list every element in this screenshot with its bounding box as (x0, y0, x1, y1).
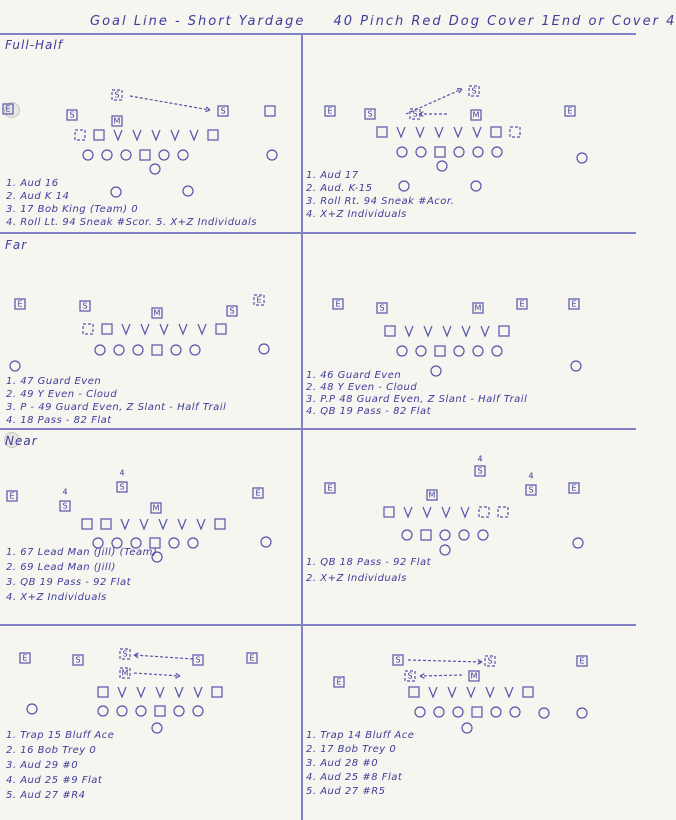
play-note: 3. QB 19 Pass - 92 Flat (6, 577, 132, 588)
offense-circle (193, 706, 203, 716)
defender-label: M (153, 308, 161, 318)
lineman-box (523, 687, 533, 697)
defender-label: E (579, 656, 585, 666)
center-square (140, 150, 150, 160)
defender-label: E (327, 106, 333, 116)
offense-circle (150, 164, 160, 174)
offense-circle (190, 345, 200, 355)
lineman-box (215, 519, 225, 529)
offense-circle (183, 186, 193, 196)
offense-circle (510, 707, 520, 717)
section-label-full-half: Full-Half (5, 38, 63, 52)
four-label: 4 (62, 487, 68, 497)
offense-circle (188, 538, 198, 548)
offense-circle (478, 530, 488, 540)
defender-label: S (69, 110, 75, 120)
motion-arrow (420, 675, 462, 676)
lineman-v (404, 507, 412, 517)
offense-circle (416, 147, 426, 157)
arrow-head (420, 673, 424, 678)
offense-circle (174, 706, 184, 716)
lineman-v (118, 687, 126, 697)
defender-label: S (395, 655, 401, 665)
lineman-v (467, 687, 475, 697)
center-square (472, 707, 482, 717)
defender-label: S (379, 303, 385, 313)
defender-label: S (82, 301, 88, 311)
offense-circle (577, 153, 587, 163)
lineman-box (499, 326, 509, 336)
offense-circle (397, 346, 407, 356)
lineman-v (454, 127, 462, 137)
lineman-v (442, 507, 450, 517)
play-note: 2. 17 Bob Trey 0 (306, 744, 397, 755)
defender-label: S (412, 109, 418, 119)
play-note: 2. X+Z Individuals (306, 573, 407, 584)
offense-circle (573, 538, 583, 548)
offense-circle (121, 150, 131, 160)
play-note: 2. 69 Lead Man (Jill) (6, 562, 116, 573)
lineman-box (216, 324, 226, 334)
offense-circle (571, 361, 581, 371)
offense-circle (95, 345, 105, 355)
lineman-v (424, 326, 432, 336)
lineman-box (510, 127, 520, 137)
lineman-v (121, 519, 129, 529)
defender-label: S (122, 649, 128, 659)
lineman-box (208, 130, 218, 140)
offense-circle (454, 346, 464, 356)
page-title (90, 14, 676, 29)
lineman-box (98, 687, 108, 697)
lineman-v (197, 519, 205, 529)
offense-circle (492, 346, 502, 356)
defender-label: E (571, 299, 577, 309)
play-note: 2. Aud K 14 (6, 191, 70, 202)
lineman-v (443, 326, 451, 336)
lineman-v (397, 127, 405, 137)
lineman-v (175, 687, 183, 697)
center-square (435, 346, 445, 356)
lineman-v (152, 130, 160, 140)
defender-box (265, 106, 275, 116)
offense-circle (111, 187, 121, 197)
defender-label: M (474, 303, 482, 313)
center-square (435, 147, 445, 157)
offense-circle (114, 345, 124, 355)
offense-circle (492, 147, 502, 157)
defender-label: S (477, 466, 483, 476)
defender-label: E (256, 295, 262, 305)
defender-label: E (335, 299, 341, 309)
offense-circle (136, 706, 146, 716)
lineman-v (141, 324, 149, 334)
center-square (152, 345, 162, 355)
offense-circle (453, 707, 463, 717)
defender-label: S (471, 86, 477, 96)
center-square (421, 530, 431, 540)
defender-label: S (195, 655, 201, 665)
title-part-1: Goal Line - Short Yardage (90, 14, 306, 29)
play-note: 1. Trap 14 Bluff Ace (306, 730, 415, 741)
play-note: 4. QB 19 Pass - 82 Flat (306, 406, 432, 417)
offense-circle (133, 345, 143, 355)
lineman-v (179, 324, 187, 334)
play-note: 2. Aud. K-15 (306, 183, 373, 194)
lineman-v (481, 326, 489, 336)
formation-diagram (0, 34, 300, 232)
lineman-v (114, 130, 122, 140)
lineman-box (102, 324, 112, 334)
lineman-v (198, 324, 206, 334)
defender-label: S (487, 656, 493, 666)
play-note: 5. Aud 27 #R4 (6, 790, 86, 801)
offense-circle (491, 707, 501, 717)
defender-label: S (367, 109, 373, 119)
defender-label: E (22, 653, 28, 663)
defender-label: S (229, 306, 235, 316)
defender-label: S (114, 90, 120, 100)
offense-circle (10, 361, 20, 371)
play-note: 1. 46 Guard Even (306, 370, 402, 381)
formation-diagram (302, 429, 636, 624)
offense-circle (462, 723, 472, 733)
lineman-v (486, 687, 494, 697)
defender-label: M (121, 668, 129, 678)
offense-circle (437, 161, 447, 171)
motion-arrow (408, 660, 482, 662)
motion-arrow (130, 96, 210, 110)
offense-circle (98, 706, 108, 716)
lineman-box (101, 519, 111, 529)
lineman-v (405, 326, 413, 336)
play-note: 4. Roll Lt. 94 Sneak #Scor. 5. X+Z Individuals (6, 217, 257, 228)
play-note: 2. 48 Y Even - Cloud (306, 382, 418, 393)
offense-circle (431, 366, 441, 376)
lineman-box (377, 127, 387, 137)
defender-label: M (472, 110, 480, 120)
offense-circle (117, 706, 127, 716)
defender-label: E (5, 104, 11, 114)
play-note: 4. Aud 25 #8 Flat (306, 772, 403, 783)
offense-circle (402, 530, 412, 540)
offense-circle (473, 147, 483, 157)
offense-circle (169, 538, 179, 548)
offense-circle (459, 530, 469, 540)
play-note: 3. P.P 48 Guard Even, Z Slant - Half Trail (306, 394, 528, 405)
offense-circle (440, 545, 450, 555)
play-note: 1. Aud 17 (306, 170, 359, 181)
defender-label: E (249, 653, 255, 663)
play-note: 5. Aud 27 #R5 (306, 786, 386, 797)
lineman-v (416, 127, 424, 137)
offense-circle (267, 150, 277, 160)
defender-label: S (75, 655, 81, 665)
play-note: 3. P - 49 Guard Even, Z Slant - Half Trail (6, 402, 227, 413)
play-note: 4. X+Z Individuals (306, 209, 407, 220)
four-label: 4 (119, 468, 125, 478)
play-note: 1. 47 Guard Even (6, 376, 102, 387)
play-note: 3. Roll Rt. 94 Sneak #Acor. (306, 196, 455, 207)
lineman-v (505, 687, 513, 697)
defender-label: M (428, 490, 436, 500)
play-note: 1. Aud 16 (6, 178, 59, 189)
offense-circle (259, 344, 269, 354)
offense-circle (102, 150, 112, 160)
lineman-v (122, 324, 130, 334)
defender-label: E (9, 491, 15, 501)
lineman-v (159, 519, 167, 529)
lineman-v (137, 687, 145, 697)
four-label: 4 (528, 471, 534, 481)
offense-circle (539, 708, 549, 718)
lineman-v (429, 687, 437, 697)
defender-label: S (62, 501, 68, 511)
play-note: 1. QB 18 Pass - 92 Flat (306, 557, 432, 568)
offense-circle (397, 147, 407, 157)
defender-label: M (470, 671, 478, 681)
defender-label: S (119, 482, 125, 492)
offense-circle (471, 181, 481, 191)
lineman-box (409, 687, 419, 697)
offense-circle (159, 150, 169, 160)
lineman-box (479, 507, 489, 517)
offense-circle (261, 537, 271, 547)
offense-circle (434, 707, 444, 717)
play-note: 2. 49 Y Even - Cloud (6, 389, 118, 400)
defender-label: E (327, 483, 333, 493)
offense-circle (454, 147, 464, 157)
lineman-v (435, 127, 443, 137)
lineman-box (75, 130, 85, 140)
offense-circle (577, 708, 587, 718)
defender-label: M (113, 116, 121, 126)
play-note: 4. 18 Pass - 82 Flat (6, 415, 112, 426)
lineman-box (385, 326, 395, 336)
section-label-far: Far (5, 238, 28, 252)
lineman-v (133, 130, 141, 140)
defender-label: M (152, 503, 160, 513)
play-note: 1. Trap 15 Bluff Ace (6, 730, 115, 741)
motion-arrow (134, 655, 193, 659)
lineman-v (448, 687, 456, 697)
play-note: 3. Aud 29 #0 (6, 760, 79, 771)
lineman-v (178, 519, 186, 529)
section-label-near: Near (5, 434, 38, 448)
play-note: 4. Aud 25 #9 Flat (6, 775, 103, 786)
lineman-v (160, 324, 168, 334)
offense-circle (171, 345, 181, 355)
defender-label: E (336, 677, 342, 687)
play-note: 2. 16 Bob Trey 0 (6, 745, 97, 756)
lineman-v (473, 127, 481, 137)
defender-label: E (571, 483, 577, 493)
defender-label: S (528, 485, 534, 495)
play-note: 4. X+Z Individuals (6, 592, 107, 603)
lineman-v (156, 687, 164, 697)
lineman-box (82, 519, 92, 529)
title-part-2: 40 Pinch Red Dog Cover 1End or Cover 4 (333, 14, 676, 29)
defender-label: S (407, 671, 413, 681)
defender-label: E (17, 299, 23, 309)
defender-label: E (255, 488, 261, 498)
lineman-box (212, 687, 222, 697)
defender-label: E (567, 106, 573, 116)
motion-arrow (134, 673, 180, 676)
defender-label: E (519, 299, 525, 309)
offense-circle (27, 704, 37, 714)
lineman-v (190, 130, 198, 140)
lineman-box (83, 324, 93, 334)
offense-circle (178, 150, 188, 160)
offense-circle (399, 181, 409, 191)
play-note: 1. 67 Lead Man (Jill) (Team) (6, 547, 158, 558)
offense-circle (152, 723, 162, 733)
lineman-v (462, 326, 470, 336)
play-note: 3. Aud 28 #0 (306, 758, 379, 769)
offense-circle (440, 530, 450, 540)
lineman-box (384, 507, 394, 517)
center-square (155, 706, 165, 716)
lineman-v (461, 507, 469, 517)
lineman-v (171, 130, 179, 140)
offense-circle (416, 346, 426, 356)
defender-label: S (220, 106, 226, 116)
lineman-box (498, 507, 508, 517)
offense-circle (473, 346, 483, 356)
lineman-v (194, 687, 202, 697)
lineman-box (94, 130, 104, 140)
lineman-v (140, 519, 148, 529)
offense-circle (415, 707, 425, 717)
play-note: 3. 17 Bob King (Team) 0 (6, 204, 139, 215)
four-label: 4 (477, 454, 483, 464)
offense-circle (83, 150, 93, 160)
lineman-v (423, 507, 431, 517)
lineman-box (491, 127, 501, 137)
